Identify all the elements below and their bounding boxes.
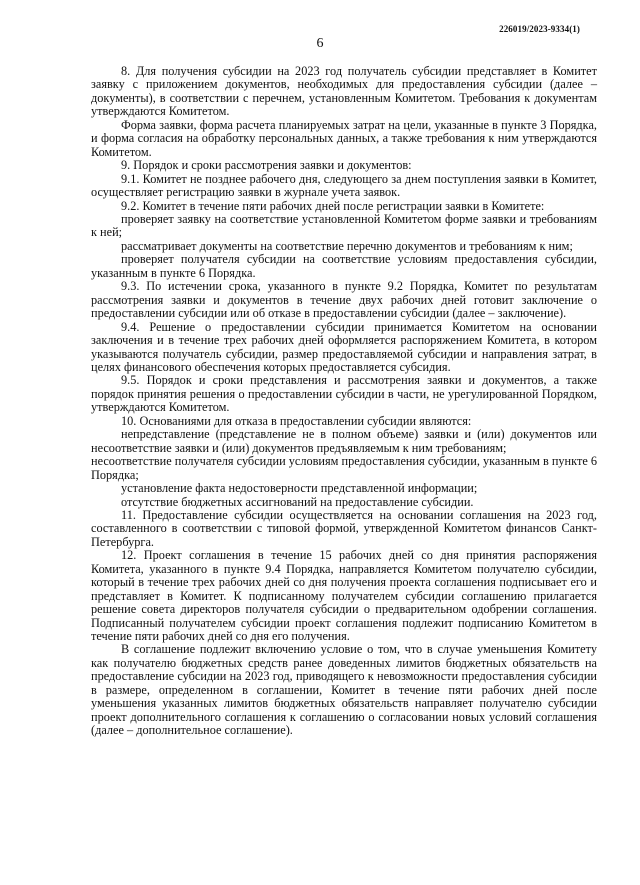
paragraph-12: 12. Проект соглашения в течение 15 рабочих дней со дня принятия распоряжения Комитета, указанного в пункте 9.4 Порядка, направляется Комитетом получателю субсидии, который в течение трех рабочих дней со дня получения проекта соглашения подписывает его и представляет в Комитет. К подписанному получателем субсидии соглашению прилагается решение совета директоров получателя субсидии о предварительном одобрении соглашения. Подписанный получателем субсидии проект соглашения подлежит подписанию Комитетом в течение пяти рабочих дней со дня его получения. xyxy=(91,548,597,644)
paragraph-10: 10. Основаниями для отказа в предоставлении субсидии являются: xyxy=(121,413,472,428)
document-body xyxy=(91,65,597,738)
paragraph-10-item-4: отсутствие бюджетных ассигнований на предоставление субсидии. xyxy=(121,494,474,509)
page-number: 6 xyxy=(316,36,324,51)
paragraph-10-item-3: установление факта недостоверности представленной информации; xyxy=(121,481,478,496)
paragraph-9-2-item-3: проверяет получателя субсидии на соответствие условиям предоставления субсидии, указанным в пункте 6 Порядка. xyxy=(91,252,597,280)
paragraph-9-2: 9.2. Комитет в течение пяти рабочих дней после регистрации заявки в Комитете: xyxy=(121,198,545,213)
paragraph-9-5: 9.5. Порядок и сроки представления и рассмотрения заявки и документов, а также порядок принятия решения о предоставлении субсидии в части, не урегулированной Порядком, утверждаются Комитетом. xyxy=(91,373,597,415)
paragraph-9-3: 9.3. По истечении срока, указанного в пункте 9.2 Порядка, Комитет по результатам рассмотрения заявки и документов в течение двух рабочих дней готовит заключение о предоставлении субсидии или об отказе в предоставлении субсидии (далее – заключение). xyxy=(91,279,597,321)
paragraph-11: 11. Предоставление субсидии осуществляется на основании соглашения на 2023 год, составленного в соответствии с типовой формой, утвержденной Комитетом финансов Санкт-Петербурга. xyxy=(91,507,597,549)
paragraph-9-4: 9.4. Решение о предоставлении субсидии принимается Комитетом на основании заключения и в течение трех рабочих дней оформляется распоряжением Комитета, в котором указываются получатель субсидии, размер предоставляемой субсидии и направления затрат, в целях финансового обеспечения которых предоставляется субсидия. xyxy=(91,319,597,374)
paragraph-9-2-item-1: проверяет заявку на соответствие установленной Комитетом форме заявки и требованиям к ней; xyxy=(91,211,597,240)
paragraph-8-forms: Форма заявки, форма расчета планируемых затрат на цели, указанные в пункте 3 Порядка, и форма согласия на обработку персональных данных, а также требования к ним утверждаются Комитетом. xyxy=(91,117,597,159)
paragraph-9-2-item-2: рассматривает документы на соответствие перечню документов и требованиям к ним; xyxy=(121,238,573,253)
paragraph-8: 8. Для получения субсидии на 2023 год получатель субсидии представляет в Комитет заявку с приложением документов, необходимых для предоставления субсидии (далее – документы), в соответствии с перечнем, установленным Комитетом. Требования к документам утверждаются Комитетом. xyxy=(91,64,597,119)
paragraph-9: 9. Порядок и сроки рассмотрения заявки и документов: xyxy=(121,158,412,173)
paragraph-10-item-2: несоответствие получателя субсидии условиям предоставления субсидии, указанным в пункте 6 Порядка; xyxy=(91,454,598,482)
paragraph-10-item-1: непредставление (представление не в полном объеме) заявки и (или) документов или несоответствие заявки и (или) документов предъявляемым к ним требованиям; xyxy=(91,427,597,455)
paragraph-9-1: 9.1. Комитет не позднее рабочего дня, следующего за днем поступления заявки в Комитет, осуществляет регистрацию заявки в журнале учета заявок. xyxy=(91,171,597,200)
document-registration-number: 226019/2023-9334(1) xyxy=(499,24,580,34)
paragraph-12-condition: В соглашение подлежит включению условие о том, что в случае уменьшения Комитету как получателю бюджетных средств ранее доведенных лимитов бюджетных обязательств на предоставление субсидии на 2023 год, приводящего к невозможности предоставления субсидии в размере, определенном в соглашении, Комитет в течение пяти рабочих дней после уменьшения указанных лимитов бюджетных обязательств направляет получателю субсидии проект дополнительного соглашения к соглашению о согласовании новых условий соглашения (далее – дополнительное соглашение). xyxy=(91,642,597,738)
